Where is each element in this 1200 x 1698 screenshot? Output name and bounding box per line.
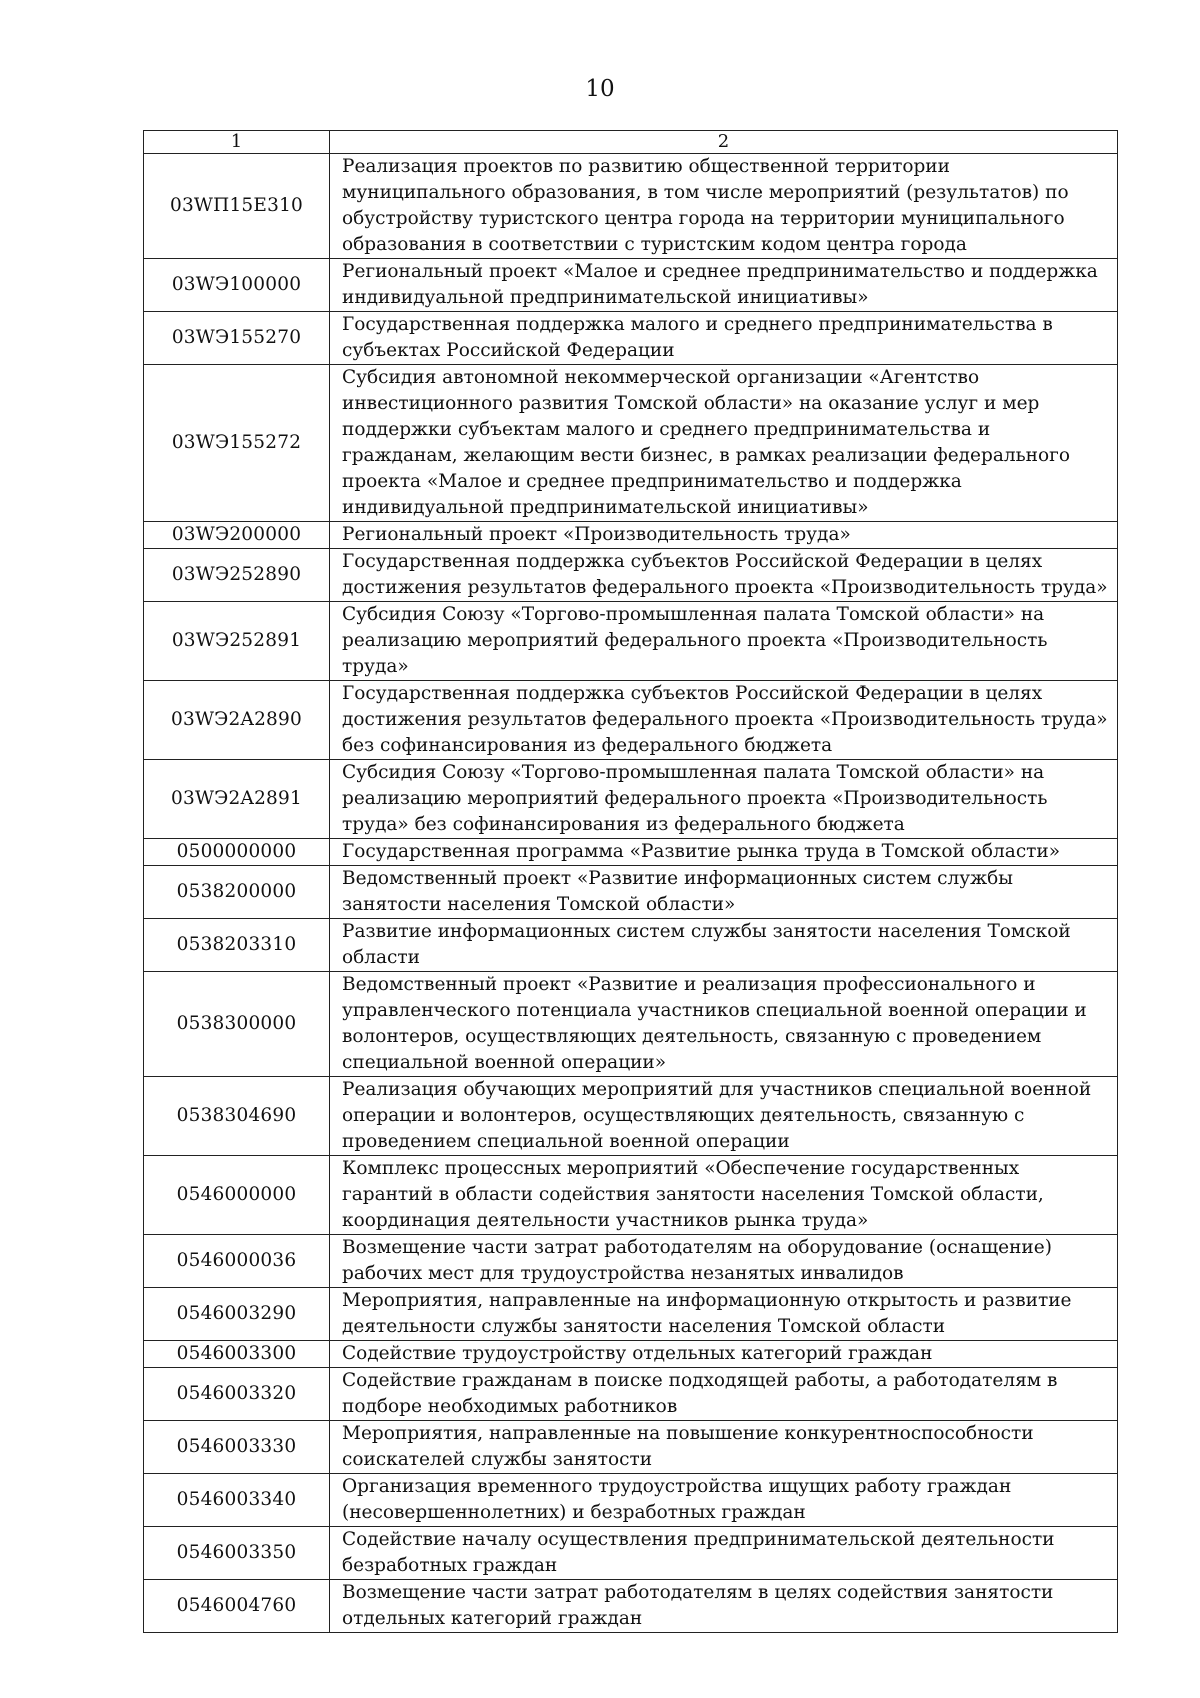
table-row <box>144 312 1118 365</box>
code-cell: 03WЭ2A2890 <box>144 681 330 760</box>
table-row <box>144 972 1118 1077</box>
name-cell: Ведомственный проект «Развитие информационных систем службы занятости населения Томской области» <box>330 866 1118 919</box>
code-cell: 0546003300 <box>144 1341 330 1368</box>
name-cell: Реализация проектов по развитию общественной территории муниципального образования, в том числе мероприятий (результатов) по обустройству туристского центра города на территории муниципального образования в соответствии с туристским кодом центра города <box>330 154 1118 259</box>
table-row <box>144 522 1118 549</box>
table-row <box>144 839 1118 866</box>
table-row <box>144 760 1118 839</box>
table-row <box>144 259 1118 312</box>
table-row <box>144 866 1118 919</box>
code-cell: 0538200000 <box>144 866 330 919</box>
table-row <box>144 1341 1118 1368</box>
name-cell: Развитие информационных систем службы занятости населения Томской области <box>330 919 1118 972</box>
code-cell: 0546003350 <box>144 1527 330 1580</box>
table-row <box>144 1077 1118 1156</box>
code-cell: 03WЭ252890 <box>144 549 330 602</box>
name-cell: Содействие началу осуществления предпринимательской деятельности безработных граждан <box>330 1527 1118 1580</box>
name-cell: Государственная поддержка малого и среднего предпринимательства в субъектах Российской Федерации <box>330 312 1118 365</box>
code-cell: 03WЭ252891 <box>144 602 330 681</box>
code-cell: 0546003290 <box>144 1288 330 1341</box>
table-row <box>144 549 1118 602</box>
code-cell: 0546003320 <box>144 1368 330 1421</box>
table-row <box>144 1288 1118 1341</box>
table-row <box>144 365 1118 522</box>
table-row <box>144 1580 1118 1633</box>
code-cell: 03WЭ2A2891 <box>144 760 330 839</box>
name-cell: Комплекс процессных мероприятий «Обеспечение государственных гарантий в области содействия занятости населения Томской области, координация деятельности участников рынка труда» <box>330 1156 1118 1235</box>
budget-classification-table <box>143 130 1118 1633</box>
table-row <box>144 1527 1118 1580</box>
table-row <box>144 1368 1118 1421</box>
table-row <box>144 1235 1118 1288</box>
code-cell: 0538300000 <box>144 972 330 1077</box>
table-row <box>144 1156 1118 1235</box>
name-cell: Государственная поддержка субъектов Российской Федерации в целях достижения результатов федерального проекта «Производительность труда» <box>330 549 1118 602</box>
page-number: 10 <box>585 76 615 102</box>
table-row <box>144 919 1118 972</box>
table-header-row <box>144 131 1118 154</box>
name-cell: Содействие трудоустройству отдельных категорий граждан <box>330 1341 1118 1368</box>
code-cell: 03WЭ100000 <box>144 259 330 312</box>
code-cell: 03WЭ200000 <box>144 522 330 549</box>
table-row <box>144 1474 1118 1527</box>
name-cell: Региональный проект «Малое и среднее предпринимательство и поддержка индивидуальной предпринимательской инициативы» <box>330 259 1118 312</box>
code-cell: 0546000036 <box>144 1235 330 1288</box>
code-cell: 0500000000 <box>144 839 330 866</box>
code-cell: 0538304690 <box>144 1077 330 1156</box>
code-cell: 0546003330 <box>144 1421 330 1474</box>
code-cell: 0538203310 <box>144 919 330 972</box>
code-cell: 03WЭ155272 <box>144 365 330 522</box>
code-cell: 0546003340 <box>144 1474 330 1527</box>
code-cell: 03WЭ155270 <box>144 312 330 365</box>
table-row <box>144 1421 1118 1474</box>
table-body <box>144 154 1118 1633</box>
name-cell: Возмещение части затрат работодателям на оборудование (оснащение) рабочих мест для трудоустройства незанятых инвалидов <box>330 1235 1118 1288</box>
code-cell: 03WП15E310 <box>144 154 330 259</box>
name-cell: Государственная поддержка субъектов Российской Федерации в целях достижения результатов федерального проекта «Производительность труда» без софинансирования из федерального бюджета <box>330 681 1118 760</box>
name-cell: Мероприятия, направленные на повышение конкурентноспособности соискателей службы занятости <box>330 1421 1118 1474</box>
name-cell: Реализация обучающих мероприятий для участников специальной военной операции и волонтеров, осуществляющих деятельность, связанную с проведением специальной военной операции <box>330 1077 1118 1156</box>
code-cell: 0546004760 <box>144 1580 330 1633</box>
name-cell: Региональный проект «Производительность труда» <box>330 522 1118 549</box>
table-row <box>144 681 1118 760</box>
name-cell: Возмещение части затрат работодателям в целях содействия занятости отдельных категорий граждан <box>330 1580 1118 1633</box>
column-header-code: 1 <box>144 131 330 154</box>
name-cell: Организация временного трудоустройства ищущих работу граждан (несовершеннолетних) и безработных граждан <box>330 1474 1118 1527</box>
name-cell: Государственная программа «Развитие рынка труда в Томской области» <box>330 839 1118 866</box>
table-row <box>144 602 1118 681</box>
name-cell: Субсидия Союзу «Торгово-промышленная палата Томской области» на реализацию мероприятий федерального проекта «Производительность труда» <box>330 602 1118 681</box>
name-cell: Субсидия Союзу «Торгово-промышленная палата Томской области» на реализацию мероприятий федерального проекта «Производительность труда» без софинансирования из федерального бюджета <box>330 760 1118 839</box>
code-cell: 0546000000 <box>144 1156 330 1235</box>
name-cell: Субсидия автономной некоммерческой организации «Агентство инвестиционного развития Томской области» на оказание услуг и мер поддержки субъектам малого и среднего предпринимательства и гражданам, желающим вести бизнес, в рамках реализации федерального проекта «Малое и среднее предпринимательство и поддержка индивидуальной предпринимательской инициативы» <box>330 365 1118 522</box>
name-cell: Ведомственный проект «Развитие и реализация профессионального и управленческого потенциала участников специальной военной операции и волонтеров, осуществляющих деятельность, связанную с проведением специальной военной операции» <box>330 972 1118 1077</box>
table-row <box>144 154 1118 259</box>
name-cell: Содействие гражданам в поиске подходящей работы, а работодателям в подборе необходимых работников <box>330 1368 1118 1421</box>
column-header-name: 2 <box>330 131 1118 154</box>
name-cell: Мероприятия, направленные на информационную открытость и развитие деятельности службы занятости населения Томской области <box>330 1288 1118 1341</box>
